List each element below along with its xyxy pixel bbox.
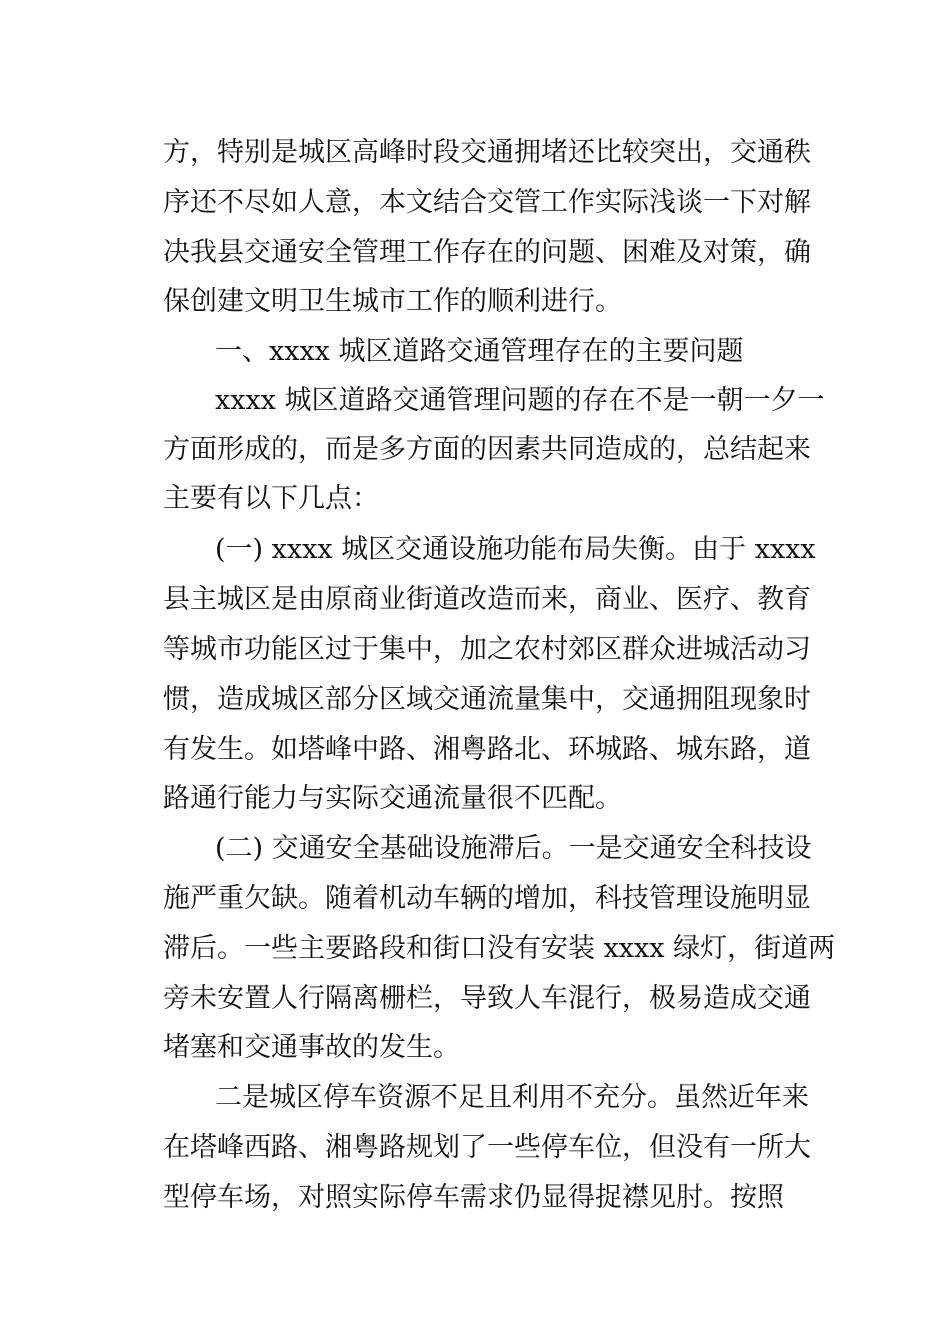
text-line: 二是城区停车资源不足且利用不充分。虽然近年来	[215, 1082, 809, 1113]
text-line: 惯，造成城区部分区域交通流量集中，交通拥阻现象时	[163, 684, 811, 715]
text-line: 方面形成的，而是多方面的因素共同造成的，总结起来	[163, 434, 811, 465]
text-line: xxxx 城区道路交通管理问题的存在不是一朝一夕一	[215, 385, 825, 416]
text-line: 滞后。一些主要路段和街口没有安装 xxxx 绿灯，街道两	[163, 933, 836, 964]
text-line: 县主城区是由原商业街道改造而来，商业、医疗、教育	[163, 584, 811, 615]
text-line: 路通行能力与实际交通流量很不匹配。	[163, 783, 622, 814]
text-line: 保创建文明卫生城市工作的顺利进行。	[163, 286, 622, 317]
text-line: 主要有以下几点：	[163, 483, 379, 514]
text-line: 在塔峰西路、湘粤路规划了一些停车位，但没有一所大	[163, 1132, 811, 1163]
text-line: (二) 交通安全基础设施滞后。一是交通安全科技设	[215, 833, 812, 864]
text-line: 施严重欠缺。随着机动车辆的增加，科技管理设施明显	[163, 883, 811, 914]
text-line: 方，特别是城区高峰时段交通拥堵还比较突出，交通秩	[163, 137, 811, 168]
text-line: 型停车场，对照实际停车需求仍显得捉襟见肘。按照	[163, 1182, 784, 1213]
text-line: 决我县交通安全管理工作存在的问题、困难及对策，确	[163, 237, 811, 268]
text-line: 堵塞和交通事故的发生。	[163, 1032, 460, 1063]
section-heading: 一、xxxx 城区道路交通管理存在的主要问题	[215, 336, 744, 367]
text-line: (一) xxxx 城区交通设施功能布局失衡。由于 xxxx	[215, 534, 816, 565]
text-line: 旁未安置人行隔离栅栏，导致人车混行，极易造成交通	[163, 983, 811, 1014]
text-line: 序还不尽如人意，本文结合交管工作实际浅谈一下对解	[163, 187, 811, 218]
text-line: 等城市功能区过于集中，加之农村郊区群众进城活动习	[163, 634, 811, 665]
text-line: 有发生。如塔峰中路、湘粤路北、环城路、城东路，道	[163, 734, 811, 765]
